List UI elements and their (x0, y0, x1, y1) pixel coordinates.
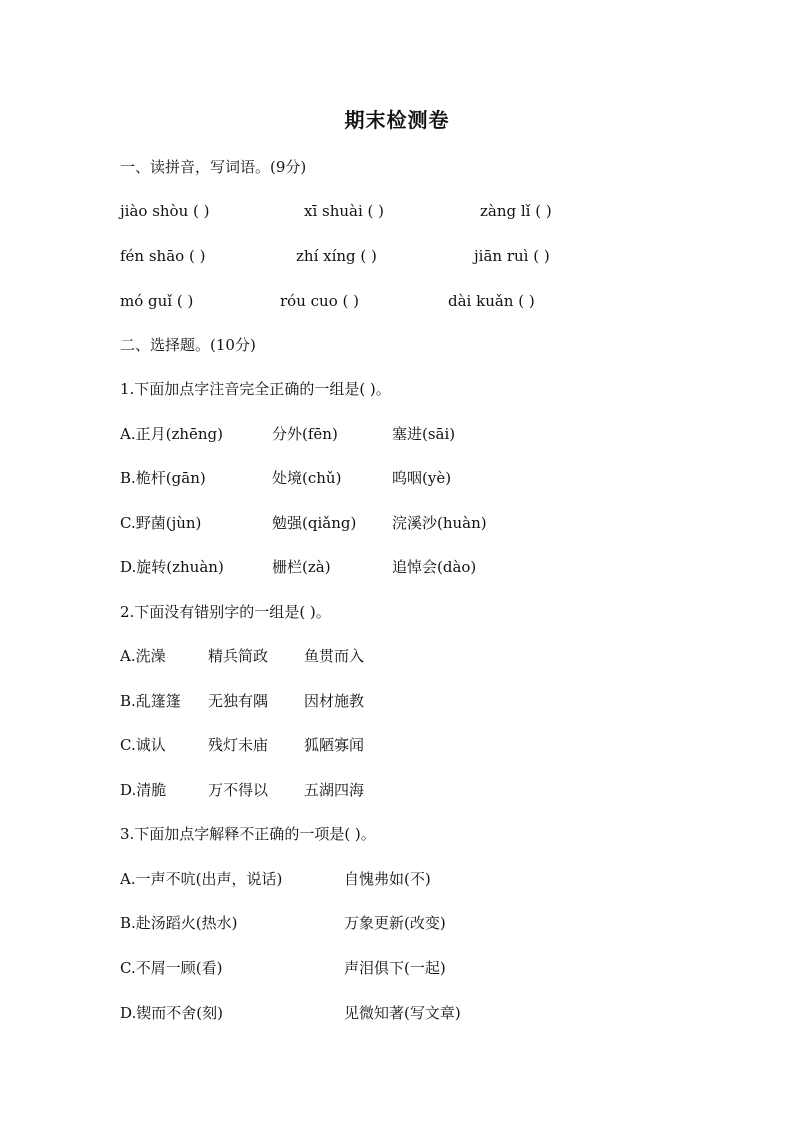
option-text: 万象更新(改变) (344, 914, 446, 932)
option-text: 自愧弗如(不) (344, 870, 431, 888)
option-text: A.洗澡 (120, 647, 166, 665)
option-text: A.一声不吭(出声，说话) (120, 870, 283, 888)
pinyin-item: dài kuǎn ( ) (448, 292, 535, 310)
pinyin-item: mó guǐ ( ) (120, 292, 194, 310)
pinyin-item: zhí xíng ( ) (296, 247, 377, 265)
option-text: D.旋转(zhuàn) (120, 558, 224, 576)
option-text: 残灯未庙 (208, 736, 269, 754)
option-text: 五湖四海 (304, 781, 365, 799)
option-text: 塞进(sāi) (392, 425, 456, 443)
section-2-heading: 二、选择题。(10分) (120, 336, 256, 354)
option-text: 分外(fēn) (272, 425, 338, 443)
option-text: 浣溪沙(huàn) (392, 514, 487, 532)
pinyin-item: róu cuo ( ) (280, 292, 359, 310)
option-text: C.不屑一顾(看) (120, 959, 223, 977)
option-text: 呜咽(yè) (392, 469, 452, 487)
option-text: C.野菌(jùn) (120, 514, 202, 532)
option-text: D.清脆 (120, 781, 167, 799)
pinyin-item: jiào shòu ( ) (120, 202, 210, 220)
option-text: 追悼会(dào) (392, 558, 477, 576)
option-text: 万不得以 (208, 781, 269, 799)
option-text: 精兵简政 (208, 647, 269, 665)
pinyin-item: fén shāo ( ) (120, 247, 206, 265)
option-text: 狐陋寡闻 (304, 736, 365, 754)
option-text: 勉强(qiǎng) (272, 514, 357, 532)
option-text: 鱼贯而入 (304, 647, 365, 665)
option-text: B.赴汤蹈火(热水) (120, 914, 238, 932)
option-text: C.诚认 (120, 736, 166, 754)
pinyin-item: jiān ruì ( ) (474, 247, 550, 265)
pinyin-item: zàng lǐ ( ) (480, 202, 552, 220)
option-text: A.正月(zhēng) (120, 425, 224, 443)
question-3-stem: 3.下面加点字解释不正确的一项是( )。 (120, 825, 376, 843)
question-1-stem: 1.下面加点字注音完全正确的一组是( )。 (120, 380, 391, 398)
option-text: 处境(chǔ) (272, 469, 342, 487)
pinyin-item: xī shuài ( ) (304, 202, 385, 220)
section-1-heading: 一、读拼音，写词语。(9分) (120, 158, 307, 176)
option-text: 无独有隅 (208, 692, 269, 710)
option-text: B.桅杆(gān) (120, 469, 206, 487)
option-text: 因材施教 (304, 692, 365, 710)
page-title: 期末检测卷 (344, 108, 450, 132)
question-2-stem: 2.下面没有错别字的一组是( )。 (120, 603, 331, 621)
option-text: D.锲而不舍(刻) (120, 1004, 223, 1022)
option-text: 见微知著(写文章) (344, 1004, 461, 1022)
option-text: 声泪俱下(一起) (344, 959, 446, 977)
option-text: B.乱篷篷 (120, 692, 181, 710)
option-text: 栅栏(zà) (272, 558, 331, 576)
